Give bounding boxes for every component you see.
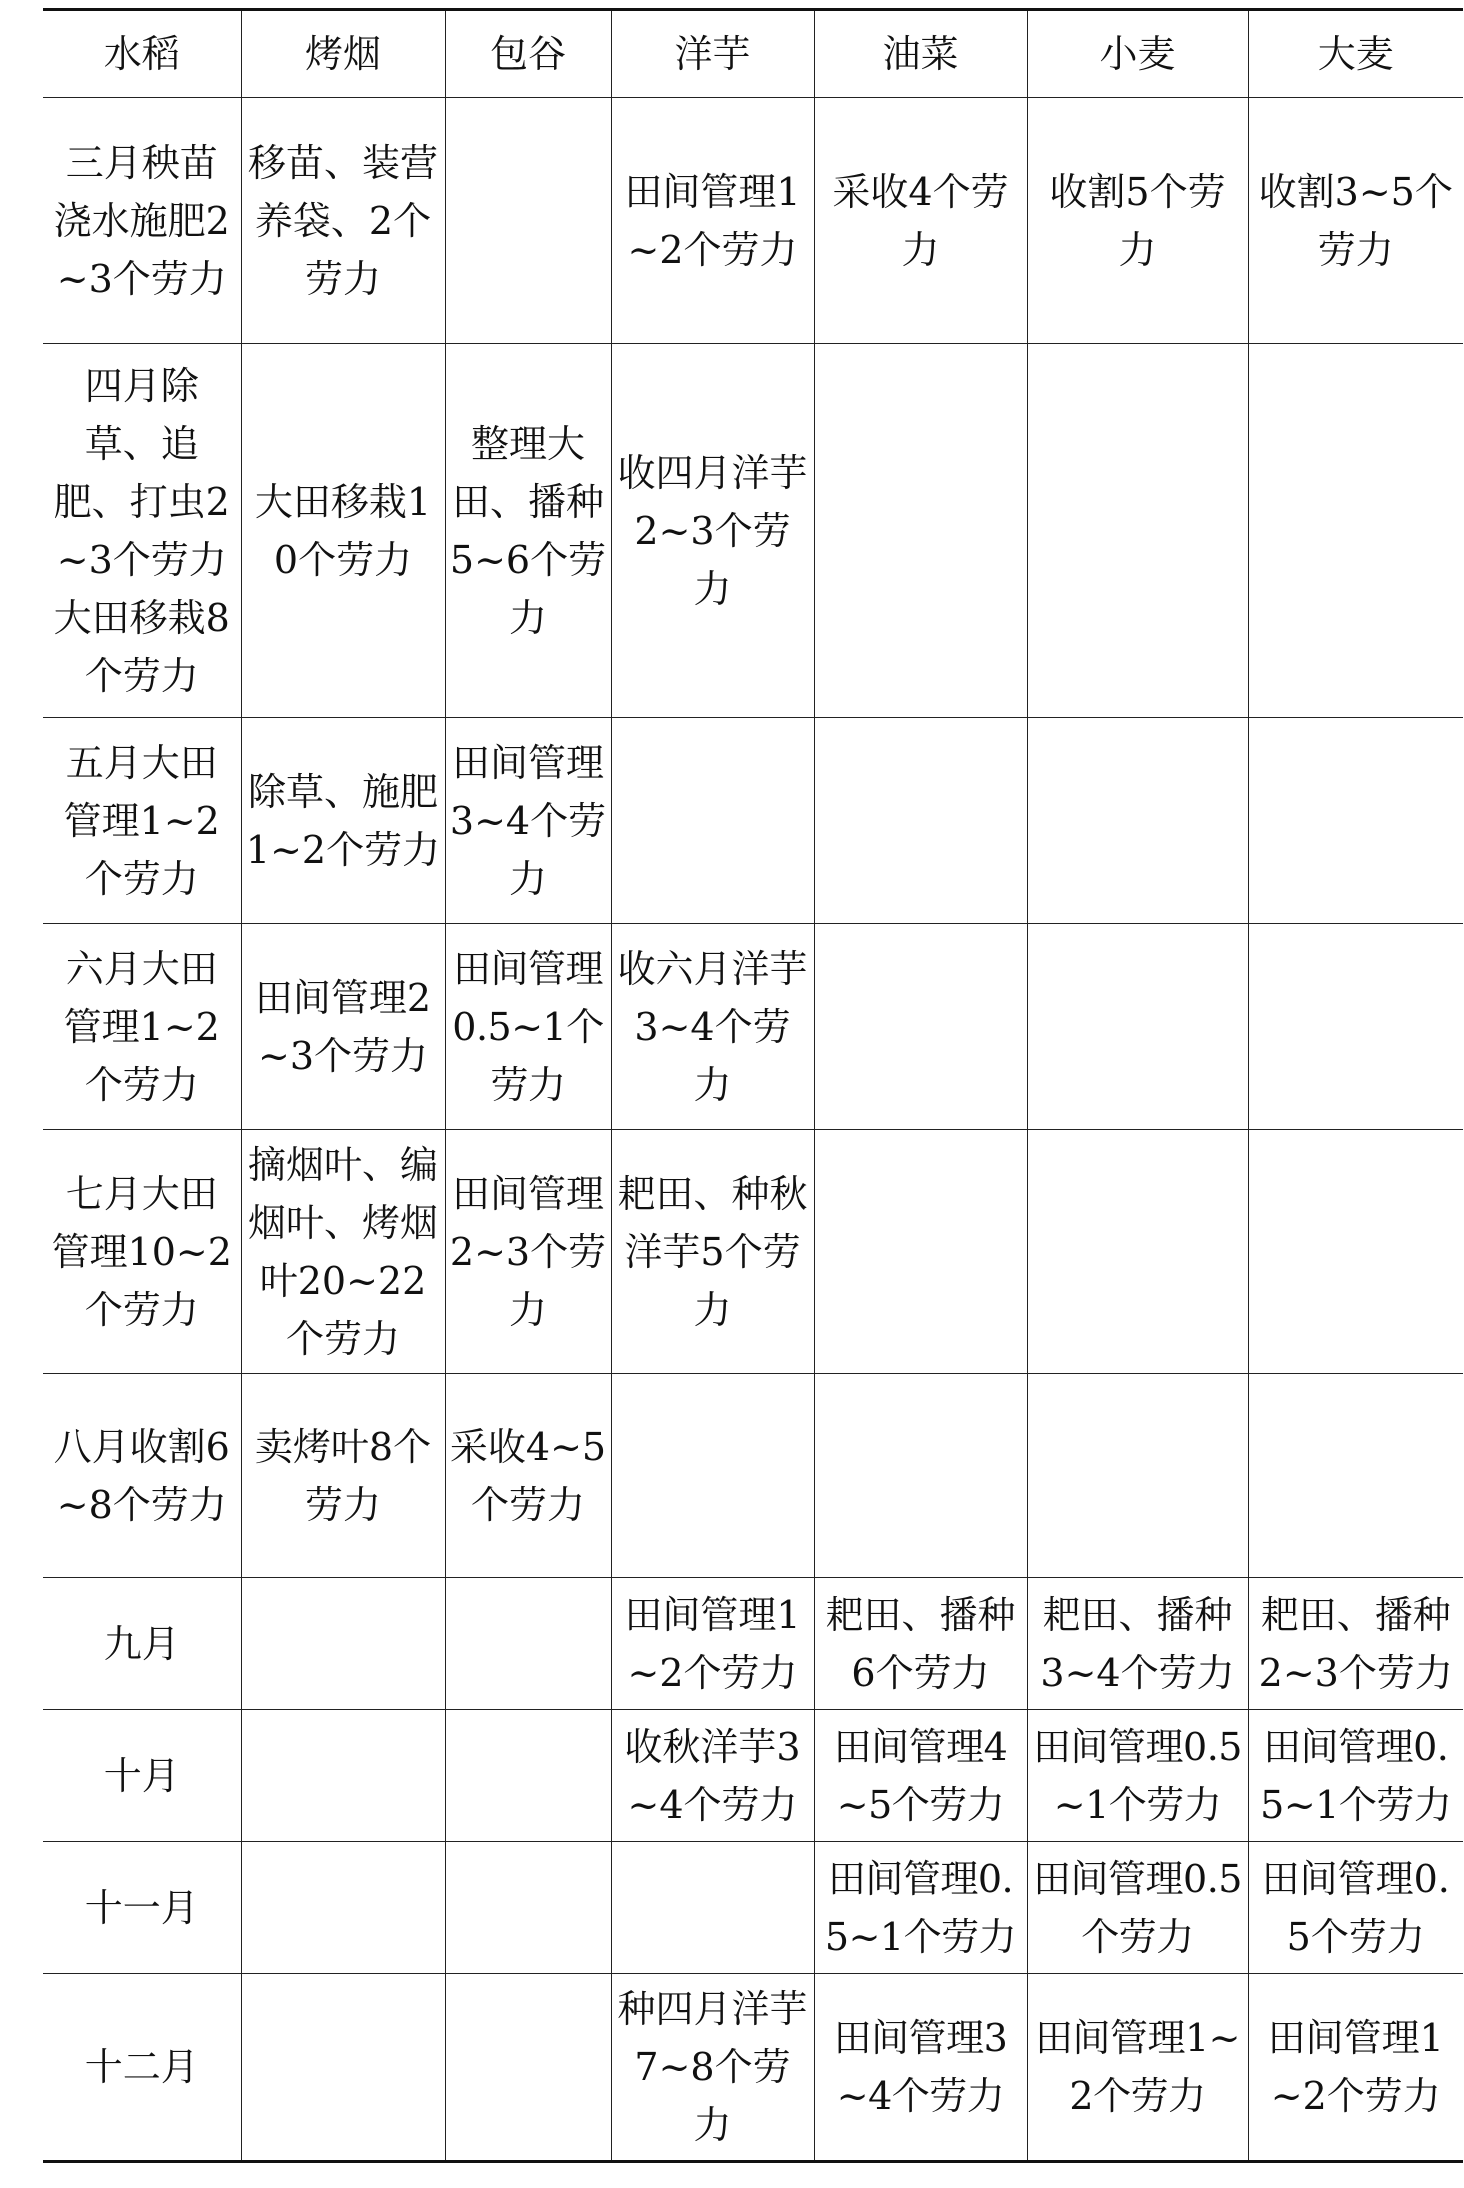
table-cell: 十二月 — [43, 1974, 241, 2162]
table-cell: 移苗、装营养袋、2个劳力 — [241, 98, 445, 344]
table-cell — [814, 344, 1027, 718]
header-corn: 包谷 — [445, 10, 611, 98]
table-cell: 田间管理0.5个劳力 — [1248, 1842, 1463, 1974]
table-cell: 田间管理1~2个劳力 — [611, 1578, 814, 1710]
table-cell: 三月秧苗浇水施肥2~3个劳力 — [43, 98, 241, 344]
table-cell — [445, 1710, 611, 1842]
table-cell: 十月 — [43, 1710, 241, 1842]
table-cell: 四月除草、追肥、打虫2~3个劳力大田移栽8个劳力 — [43, 344, 241, 718]
table-cell: 耙田、种秋洋芋5个劳力 — [611, 1130, 814, 1374]
table-cell — [241, 1710, 445, 1842]
header-barley: 大麦 — [1248, 10, 1463, 98]
table-cell: 田间管理1~2个劳力 — [1248, 1974, 1463, 2162]
table-cell: 田间管理2~3个劳力 — [445, 1130, 611, 1374]
table-cell — [445, 98, 611, 344]
table-header-row — [43, 10, 1463, 98]
table-cell: 采收4~5个劳力 — [445, 1374, 611, 1578]
table-row — [43, 1374, 1463, 1578]
table-cell: 七月大田管理10~2个劳力 — [43, 1130, 241, 1374]
table-cell: 田间管理0.5~1个劳力 — [814, 1842, 1027, 1974]
table-cell: 田间管理0.5~1个劳力 — [1248, 1710, 1463, 1842]
table-cell — [241, 1842, 445, 1974]
table-cell — [1248, 1374, 1463, 1578]
header-wheat: 小麦 — [1027, 10, 1248, 98]
table-cell — [1027, 924, 1248, 1130]
table-cell: 田间管理0.5~1个劳力 — [1027, 1710, 1248, 1842]
table-row — [43, 98, 1463, 344]
table-cell: 种四月洋芋7~8个劳力 — [611, 1974, 814, 2162]
table-cell — [445, 1578, 611, 1710]
table-cell: 五月大田管理1~2个劳力 — [43, 718, 241, 924]
table-cell — [1027, 1130, 1248, 1374]
table-cell: 整理大田、播种5~6个劳力 — [445, 344, 611, 718]
table-cell: 八月收割6~8个劳力 — [43, 1374, 241, 1578]
crop-labor-table — [43, 8, 1463, 2163]
table-cell — [1027, 344, 1248, 718]
table-row — [43, 1842, 1463, 1974]
table-cell: 收秋洋芋3~4个劳力 — [611, 1710, 814, 1842]
table-cell — [1248, 924, 1463, 1130]
table-cell: 采收4个劳力 — [814, 98, 1027, 344]
table-cell: 田间管理4~5个劳力 — [814, 1710, 1027, 1842]
table-cell: 九月 — [43, 1578, 241, 1710]
table-cell — [241, 1974, 445, 2162]
table-cell: 耙田、播种2~3个劳力 — [1248, 1578, 1463, 1710]
table-cell: 田间管理2~3个劳力 — [241, 924, 445, 1130]
header-rapeseed: 油菜 — [814, 10, 1027, 98]
header-potato: 洋芋 — [611, 10, 814, 98]
table-cell: 收四月洋芋2~3个劳力 — [611, 344, 814, 718]
table-row — [43, 1710, 1463, 1842]
table-cell — [611, 1842, 814, 1974]
table-cell — [1248, 344, 1463, 718]
table-cell — [1248, 1130, 1463, 1374]
header-tobacco: 烤烟 — [241, 10, 445, 98]
table-cell: 田间管理1~2个劳力 — [611, 98, 814, 344]
table-cell: 田间管理1~2个劳力 — [1027, 1974, 1248, 2162]
table-row — [43, 718, 1463, 924]
table-row — [43, 344, 1463, 718]
table-cell — [814, 718, 1027, 924]
table-cell: 除草、施肥1~2个劳力 — [241, 718, 445, 924]
header-rice: 水稻 — [43, 10, 241, 98]
table-cell: 十一月 — [43, 1842, 241, 1974]
table-cell — [814, 1374, 1027, 1578]
table-row — [43, 924, 1463, 1130]
table-cell: 大田移栽10个劳力 — [241, 344, 445, 718]
table-cell: 六月大田管理1~2个劳力 — [43, 924, 241, 1130]
table-row — [43, 1974, 1463, 2162]
table-cell: 田间管理3~4个劳力 — [814, 1974, 1027, 2162]
table-cell: 卖烤叶8个劳力 — [241, 1374, 445, 1578]
table-cell — [241, 1578, 445, 1710]
table-cell: 耙田、播种6个劳力 — [814, 1578, 1027, 1710]
table-cell — [445, 1974, 611, 2162]
table-cell — [1027, 1374, 1248, 1578]
table-cell — [814, 924, 1027, 1130]
table-cell: 收割3~5个劳力 — [1248, 98, 1463, 344]
table-cell: 耙田、播种3~4个劳力 — [1027, 1578, 1248, 1710]
table-cell — [814, 1130, 1027, 1374]
table-cell: 摘烟叶、编烟叶、烤烟叶20~22个劳力 — [241, 1130, 445, 1374]
table-cell: 收割5个劳力 — [1027, 98, 1248, 344]
table-cell — [611, 718, 814, 924]
table-cell: 收六月洋芋3~4个劳力 — [611, 924, 814, 1130]
table-cell: 田间管理3~4个劳力 — [445, 718, 611, 924]
table-cell — [1248, 718, 1463, 924]
table-cell — [611, 1374, 814, 1578]
table-cell — [1027, 718, 1248, 924]
table-cell: 田间管理0.5个劳力 — [1027, 1842, 1248, 1974]
table-row — [43, 1578, 1463, 1710]
table-cell: 田间管理0.5~1个劳力 — [445, 924, 611, 1130]
table-cell — [445, 1842, 611, 1974]
table-row — [43, 1130, 1463, 1374]
